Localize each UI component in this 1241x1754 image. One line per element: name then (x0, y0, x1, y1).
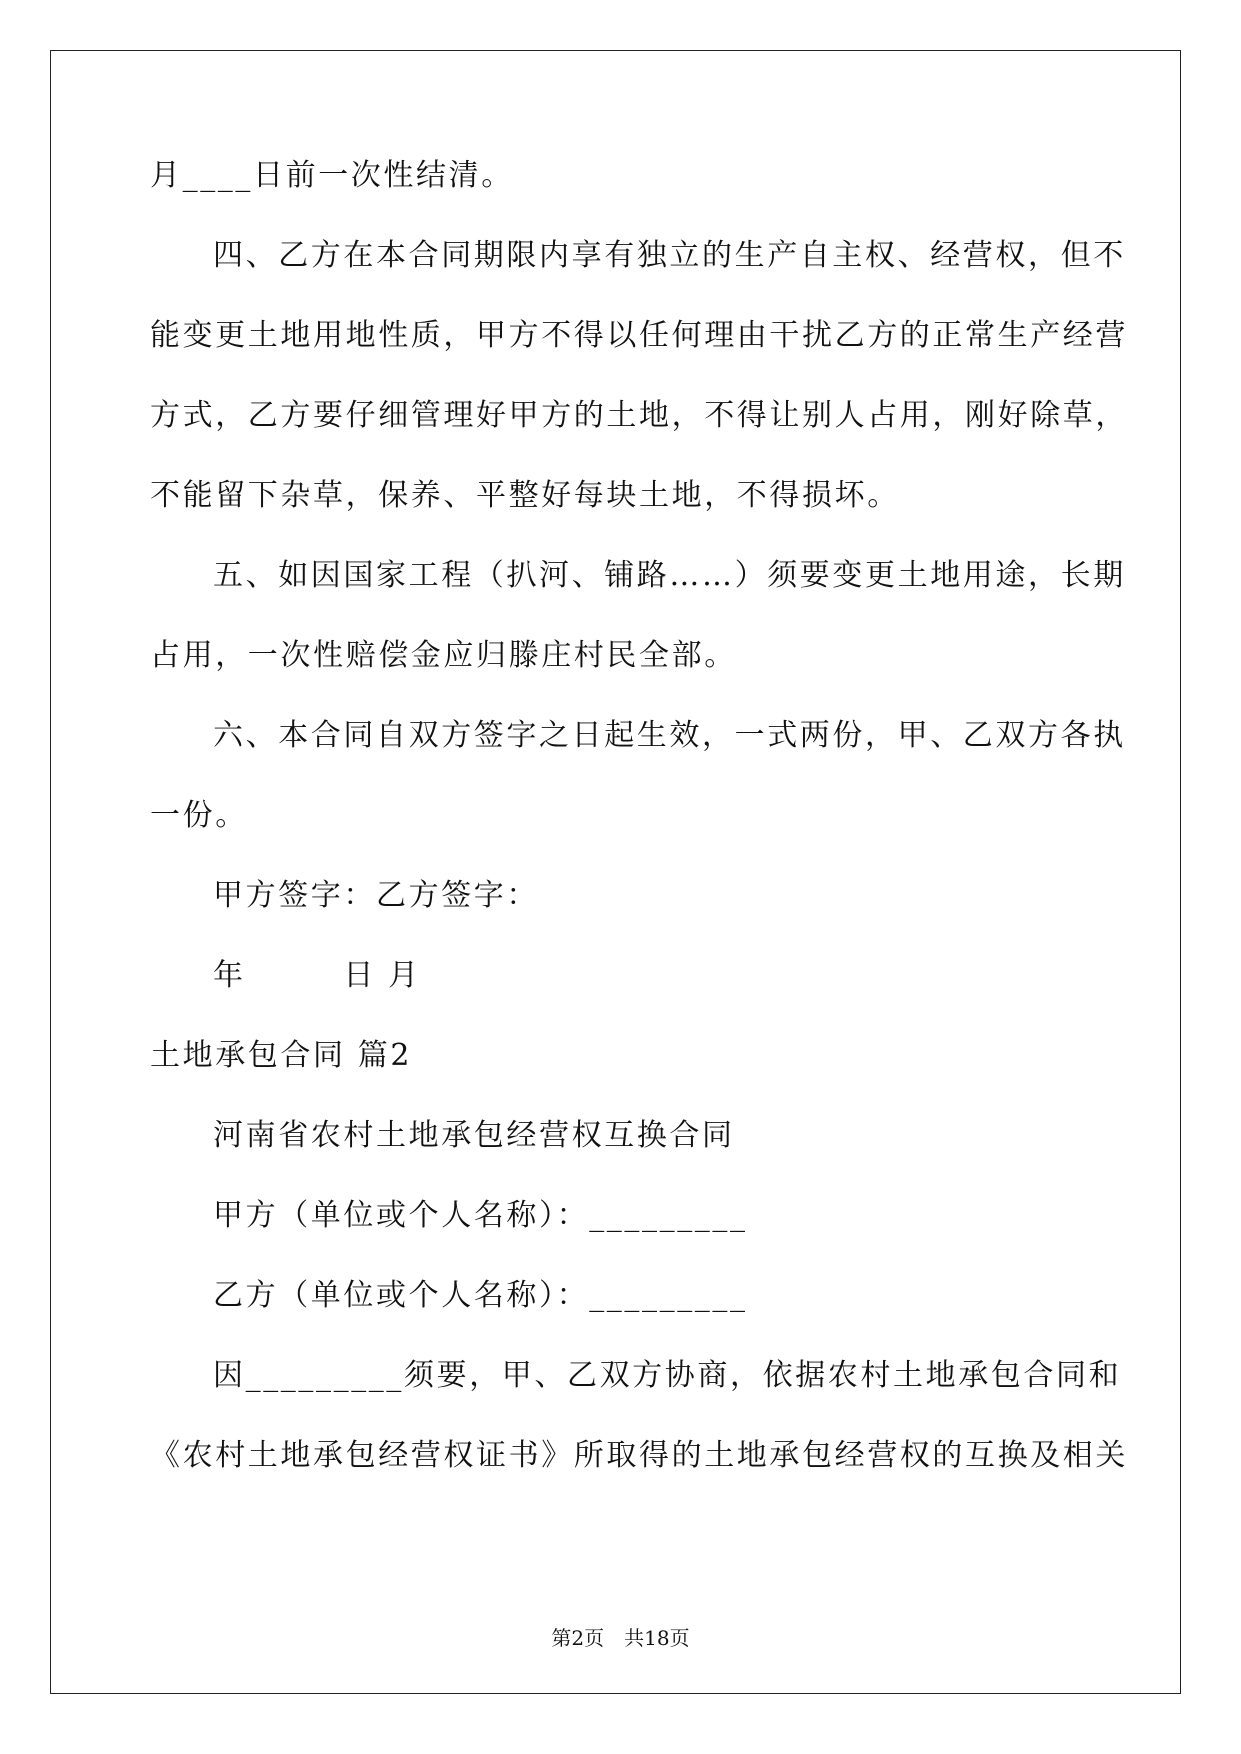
party-b-line: 乙方（单位或个人名称）：_________ (213, 1278, 748, 1313)
paragraph-line: 六、本合同自双方签字之日起生效，一式两份，甲、乙双方各执 (213, 718, 1126, 753)
paragraph-line: 四、乙方在本合同期限内享有独立的生产自主权、经营权，但不 (213, 238, 1126, 273)
section-heading: 土地承包合同 篇2 (150, 1038, 413, 1073)
contract-title: 河南省农村土地承包经营权互换合同 (213, 1118, 735, 1153)
paragraph-line: 占用，一次性赔偿金应归滕庄村民全部。 (150, 638, 737, 673)
paragraph-line: 方式，乙方要仔细管理好甲方的土地，不得让别人占用，刚好除草， (150, 398, 1128, 433)
paragraph-line: 月____日前一次性结清。 (150, 158, 514, 193)
paragraph-line: 能变更土地用地性质，甲方不得以任何理由干扰乙方的正常生产经营 (150, 318, 1128, 353)
paragraph-line: 因_________须要，甲、乙双方协商，依据农村土地承包合同和 (213, 1358, 1122, 1393)
signature-line: 甲方签字：乙方签字： (213, 878, 539, 913)
date-line: 年 日 月 (213, 958, 421, 993)
party-a-line: 甲方（单位或个人名称）：_________ (213, 1198, 748, 1233)
page-number-footer: 第2页 共18页 (551, 1626, 690, 1650)
paragraph-line: 不能留下杂草，保养、平整好每块土地，不得损坏。 (150, 478, 900, 513)
paragraph-line: 五、如因国家工程（扒河、铺路……）须要变更土地用途，长期 (213, 558, 1126, 593)
paragraph-line: 《农村土地承包经营权证书》所取得的土地承包经营权的互换及相关 (150, 1438, 1128, 1473)
paragraph-line: 一份。 (150, 798, 248, 833)
